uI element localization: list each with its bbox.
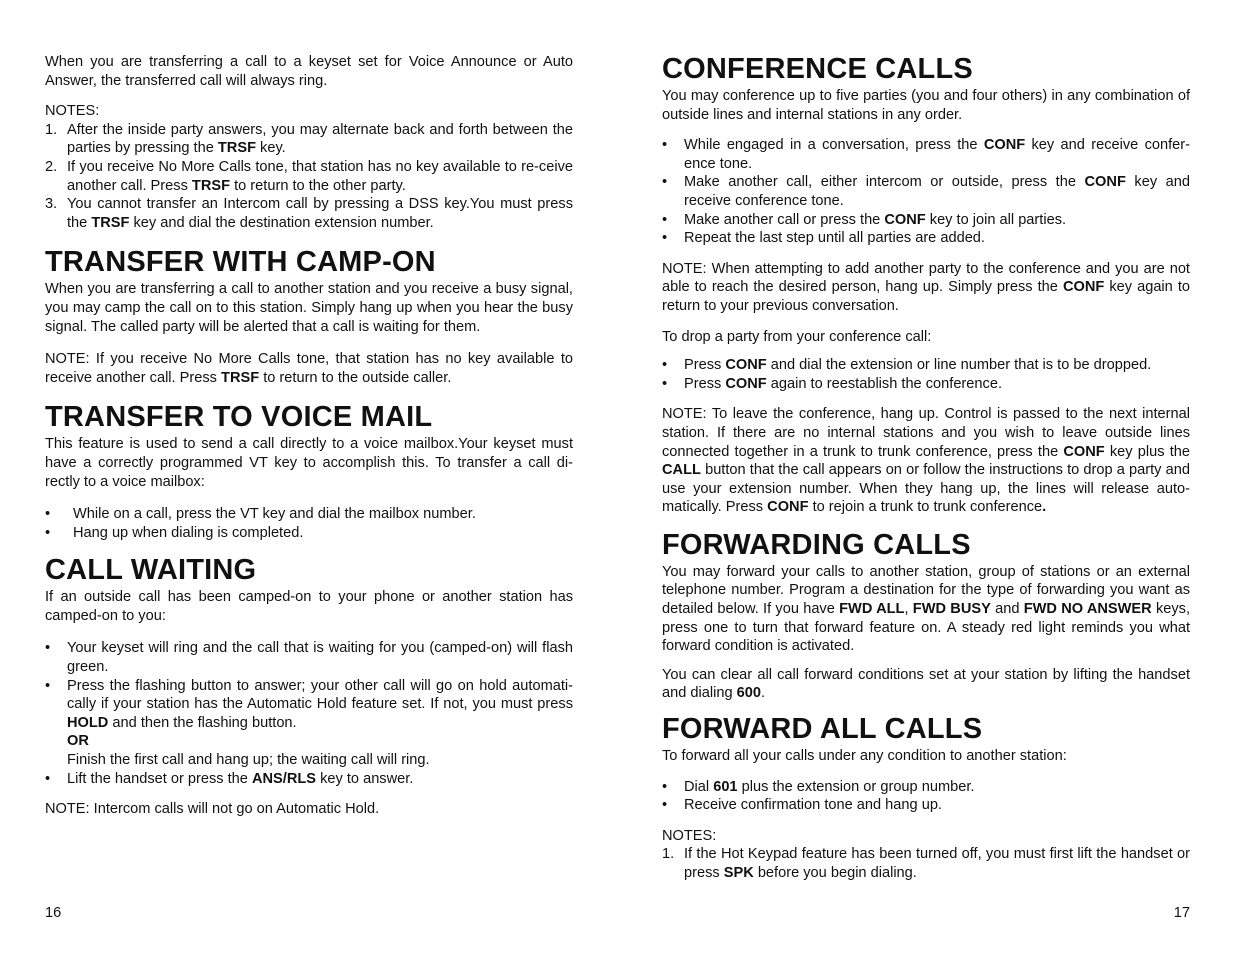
transfer-intro: When you are transferring a call to a keyset set for Voice Announce or Auto Answer, the transferred call will always ring. <box>45 54 573 89</box>
camp-on-body: When you are transferring a call to another station and you receive a busy signal, you may camp the call on to this station. Simply hang up when you hear the busy signal. The called party will be alerted that a call is waiting for them. <box>45 281 573 335</box>
list-item: 3. You cannot transfer an Intercom call by pressing a DSS key.You must press the TRSF key and dial the destination extension number. <box>45 196 573 231</box>
call-waiting-note: NOTE: Intercom calls will not go on Automatic Hold. <box>45 801 380 818</box>
key-name: CONF <box>725 375 767 392</box>
key-name: CONF <box>1084 174 1126 191</box>
key-name: FWD BUSY <box>912 601 991 618</box>
list-item: 2. If you receive No More Calls tone, that station has no key available to re-ceive another call. Press TRSF to return to the other party. <box>45 158 573 194</box>
key-name: CONF <box>983 137 1026 154</box>
key-name: TRSF <box>191 177 231 194</box>
key-name: 600 <box>736 685 762 702</box>
forward-all-notes <box>662 845 1190 882</box>
list-item: • Press the flashing button to answer; your other call will go on hold automati-cally if your station has the Automatic Hold feature set. If not, you must press HOLD and then the flashing button. OR Finish the first call and hang up; the waiting call will ring. <box>45 677 573 770</box>
forward-all-heading: FORWARD ALL CALLS <box>662 713 983 746</box>
key-name: FWD ALL <box>839 601 905 618</box>
conference-body: You may conference up to five parties (you and four others) in any combination of outside lines and internal stations in any order. <box>662 88 1190 123</box>
notes-label: NOTES: <box>45 103 100 120</box>
key-name: CONF <box>1062 279 1105 296</box>
key-name: TRSF <box>221 369 260 386</box>
key-name: CONF <box>725 357 767 374</box>
key-name: CONF <box>884 211 926 228</box>
conference-steps <box>662 136 1190 248</box>
drop-intro: To drop a party from your conference call: <box>662 328 932 345</box>
key-name: SPK <box>723 865 754 881</box>
forward-all-steps <box>662 778 1190 815</box>
or-label: OR <box>67 733 89 750</box>
leave-conference-note: NOTE: To leave the conference, hang up. Control is passed to the next internal station. If there are no internal stations and you wish to leave outside lines connected together in a trunk to trunk conference, press the CONF key plus the CALL button that the call appears on or follow the instructions to drop a party and use your extension number. When they hang up, the lines will release auto-matically. Press CONF to rejoin a trunk to trunk conference. <box>662 406 1190 516</box>
list-item: • Dial 601 plus the extension or group number. <box>662 778 1190 797</box>
key-name: 601 <box>713 778 738 795</box>
forwarding-body: You may forward your calls to another station, group of stations or an external telephone number. Program a destination for the type of forwarding you want as detailed below. If you have FWD ALL, FWD BUSY and FWD NO ANSWER keys, press one to turn that forward feature on. A steady red light reminds you what forward condition is activated. <box>662 563 1191 655</box>
key-name: ANS/RLS <box>251 770 317 787</box>
page-number-left: 16 <box>45 905 62 921</box>
alt-step: Finish the first call and hang up; the waiting call will ring. <box>67 752 430 769</box>
forward-all-body: To forward all your calls under any condition to another station: <box>662 748 1067 765</box>
page-number-right: 17 <box>1173 905 1190 921</box>
forwarding-heading: FORWARDING CALLS <box>662 528 971 561</box>
conference-note: NOTE: When attempting to add another party to the conference and you are not able to reach the desired person, hang up. Simply press the CONF key again to return to your previous conversation. <box>662 260 1190 314</box>
list-item: 1. After the inside party answers, you may alternate back and forth between the parties by pressing the TRSF key. <box>45 121 573 157</box>
key-name: CONF <box>767 499 809 516</box>
right-page <box>662 53 1190 883</box>
notes-list <box>45 121 573 233</box>
camp-on-note: NOTE: If you receive No More Calls tone, that station has no key available to receive another call. Press TRSF to return to the outside caller. <box>45 351 573 386</box>
forward-all-notes-label: NOTES: <box>662 827 717 844</box>
list-item: • Hang up when dialing is completed. <box>45 524 573 543</box>
forwarding-clear: You can clear all call forward conditions set at your station by lifting the handset and dialing 600. <box>662 666 1190 702</box>
voice-mail-body: This feature is used to send a call directly to a voice mailbox.Your keyset must have a correctly programmed VT key to accomplish this. To transfer a call di-rectly to a voice mailbox: <box>45 436 573 490</box>
key-name: CONF <box>1063 443 1105 460</box>
list-item: • Your keyset will ring and the call that is waiting for you (camped-on) will flash green. <box>45 639 573 676</box>
key-name: CALL <box>662 462 701 479</box>
list-item: • Make another call, either intercom or outside, press the CONF key and receive conference tone. <box>662 173 1190 210</box>
call-waiting-steps <box>45 639 573 788</box>
list-item: • While on a call, press the VT key and dial the mailbox number. <box>45 505 573 524</box>
list-item: • While engaged in a conversation, press the CONF key and receive confer-ence tone. <box>662 136 1190 173</box>
conference-heading: CONFERENCE CALLS <box>662 53 973 85</box>
key-name: FWD NO ANSWER <box>1023 601 1152 618</box>
list-item: 1. If the Hot Keypad feature has been turned off, you must first lift the handset or press SPK before you begin dialing. <box>662 846 1190 881</box>
voice-mail-steps <box>45 505 573 542</box>
list-item: • Make another call or press the CONF key to join all parties. <box>662 211 1190 230</box>
key-name: HOLD <box>67 714 109 731</box>
call-waiting-body: If an outside call has been camped-on to your phone or another station has camped-on to you: <box>45 589 573 624</box>
key-name: TRSF <box>91 214 130 231</box>
drop-steps <box>662 356 1190 393</box>
voice-mail-heading: TRANSFER TO VOICE MAIL <box>45 401 433 434</box>
key-name: TRSF <box>217 140 256 157</box>
list-item: • Repeat the last step until all parties are added. <box>662 229 1190 248</box>
list-item: • Lift the handset or press the ANS/RLS key to answer. <box>45 770 573 789</box>
left-page <box>45 53 573 819</box>
list-item: • Press CONF and dial the extension or line number that is to be dropped. <box>662 356 1190 375</box>
camp-on-heading: TRANSFER WITH CAMP-ON <box>45 246 436 279</box>
list-item: • Receive confirmation tone and hang up. <box>662 796 1190 815</box>
list-item: • Press CONF again to reestablish the conference. <box>662 375 1190 394</box>
call-waiting-heading: CALL WAITING <box>45 554 257 587</box>
